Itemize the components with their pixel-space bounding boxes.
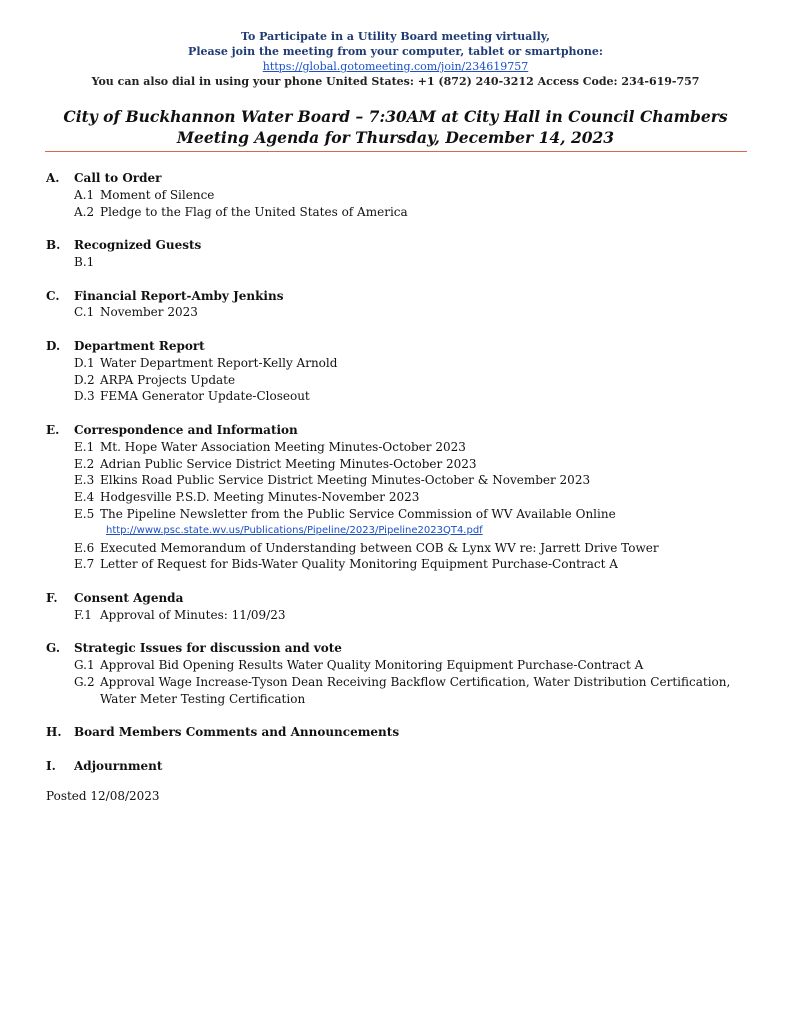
section-title: Board Members Comments and Announcements — [74, 725, 400, 740]
section-letter: E. — [46, 422, 60, 437]
title-line-2: Meeting Agenda for Thursday, December 14, 2023 — [176, 128, 615, 147]
section-title: Adjournment — [74, 758, 163, 773]
agenda-item — [46, 304, 746, 321]
section-title: Recognized Guests — [74, 238, 202, 253]
item-number: E.3 — [74, 473, 95, 488]
page-title — [0, 106, 791, 148]
section-e — [46, 422, 746, 573]
agenda-item-continuation: Water Meter Testing Certification — [100, 691, 306, 706]
agenda-item — [46, 506, 746, 523]
pipeline-newsletter-link[interactable]: http://www.psc.state.wv.us/Publications/Pipeline/2023/Pipeline2023QT4.pdf — [106, 524, 483, 536]
item-number: A.1 — [74, 187, 95, 202]
item-text: Elkins Road Public Service District Meeting Minutes-October & November 2023 — [100, 473, 591, 488]
item-text: Adrian Public Service District Meeting Minutes-October 2023 — [100, 456, 477, 471]
agenda-item — [46, 657, 746, 674]
item-text — [100, 254, 746, 271]
item-text: Hodgesville P.S.D. Meeting Minutes-November 2023 — [100, 490, 420, 505]
section-letter: A. — [46, 171, 60, 185]
item-number: D.2 — [74, 372, 95, 387]
header-line-1: To Participate in a Utility Board meeting virtually, — [241, 30, 550, 43]
item-text: ARPA Projects Update — [100, 372, 236, 387]
section-letter: I. — [46, 758, 56, 773]
section-d — [46, 338, 746, 405]
section-title: Financial Report-Amby Jenkins — [74, 288, 284, 303]
section-letter: C. — [46, 288, 60, 303]
section-letter: D. — [46, 338, 61, 353]
pipeline-link-row — [46, 523, 746, 540]
item-text: Approval Bid Opening Results Water Quality Monitoring Equipment Purchase-Contract A — [100, 658, 644, 673]
title-line-1: City of Buckhannon Water Board – 7:30AM at City Hall in Council Chambers — [63, 107, 728, 126]
item-number: E.7 — [74, 557, 95, 572]
item-text: November 2023 — [100, 305, 198, 320]
item-number: F.1 — [74, 607, 92, 622]
item-text: The Pipeline Newsletter from the Public Service Commission of WV Available Online — [100, 506, 616, 521]
item-number: G.1 — [74, 658, 95, 673]
agenda-item — [46, 489, 746, 506]
item-text: Executed Memorandum of Understanding between COB & Lynx WV re: Jarrett Drive Tower — [100, 540, 659, 555]
section-title: Call to Order — [74, 171, 162, 185]
meeting-link[interactable]: https://global.gotomeeting.com/join/234619757 — [262, 60, 529, 73]
item-text: Moment of Silence — [100, 187, 215, 202]
agenda-item — [46, 388, 746, 405]
title-divider — [45, 151, 747, 152]
agenda-item — [46, 607, 746, 624]
item-number: E.1 — [74, 439, 95, 454]
agenda-item — [46, 187, 746, 204]
section-title: Department Report — [74, 338, 205, 353]
agenda-item — [46, 204, 746, 221]
section-title: Correspondence and Information — [74, 422, 298, 437]
section-i — [46, 758, 746, 775]
item-number: E.6 — [74, 540, 95, 555]
agenda-item — [46, 254, 746, 271]
section-letter: G. — [46, 641, 60, 656]
agenda-item — [46, 439, 746, 456]
item-text: Water Department Report-Kelly Arnold — [100, 355, 338, 370]
header-line-2: Please join the meeting from your computer, tablet or smartphone: — [188, 45, 603, 58]
section-title: Strategic Issues for discussion and vote — [74, 641, 342, 656]
section-letter: B. — [46, 238, 61, 253]
section-a — [46, 170, 746, 220]
agenda-list — [46, 170, 746, 791]
section-letter: H. — [46, 725, 62, 740]
agenda-item — [46, 540, 746, 557]
section-f — [46, 590, 746, 624]
item-number: B.1 — [74, 254, 95, 269]
item-text: Pledge to the Flag of the United States of America — [100, 204, 408, 219]
section-letter: F. — [46, 590, 58, 605]
item-number: E.2 — [74, 456, 95, 471]
virtual-meeting-header — [0, 29, 791, 89]
item-text: FEMA Generator Update-Closeout — [100, 389, 310, 404]
item-number: D.3 — [74, 389, 95, 404]
section-c — [46, 288, 746, 322]
agenda-item — [46, 372, 746, 389]
agenda-item — [46, 674, 746, 691]
item-text: Approval of Minutes: 11/09/23 — [100, 607, 286, 622]
item-number: E.5 — [74, 506, 95, 521]
item-text: Letter of Request for Bids-Water Quality Monitoring Equipment Purchase-Contract A — [100, 557, 618, 572]
section-b — [46, 237, 746, 271]
posted-date: Posted 12/08/2023 — [46, 789, 160, 803]
section-title: Consent Agenda — [74, 590, 184, 605]
agenda-item — [46, 472, 746, 489]
agenda-item — [46, 456, 746, 473]
section-h — [46, 724, 746, 741]
section-g — [46, 640, 746, 707]
agenda-item — [46, 556, 746, 573]
dial-in-line: You can also dial in using your phone United States: +1 (872) 240-3212 Access Code: 234-619-757 — [91, 75, 700, 88]
item-number: G.2 — [74, 674, 95, 689]
agenda-item — [46, 355, 746, 372]
item-number: A.2 — [74, 204, 95, 219]
item-number: D.1 — [74, 355, 95, 370]
item-text: Mt. Hope Water Association Meeting Minutes-October 2023 — [100, 439, 466, 454]
item-text: Approval Wage Increase-Tyson Dean Receiving Backflow Certification, Water Distribution Certification, — [100, 674, 731, 689]
item-number: C.1 — [74, 305, 95, 320]
item-number: E.4 — [74, 490, 95, 505]
